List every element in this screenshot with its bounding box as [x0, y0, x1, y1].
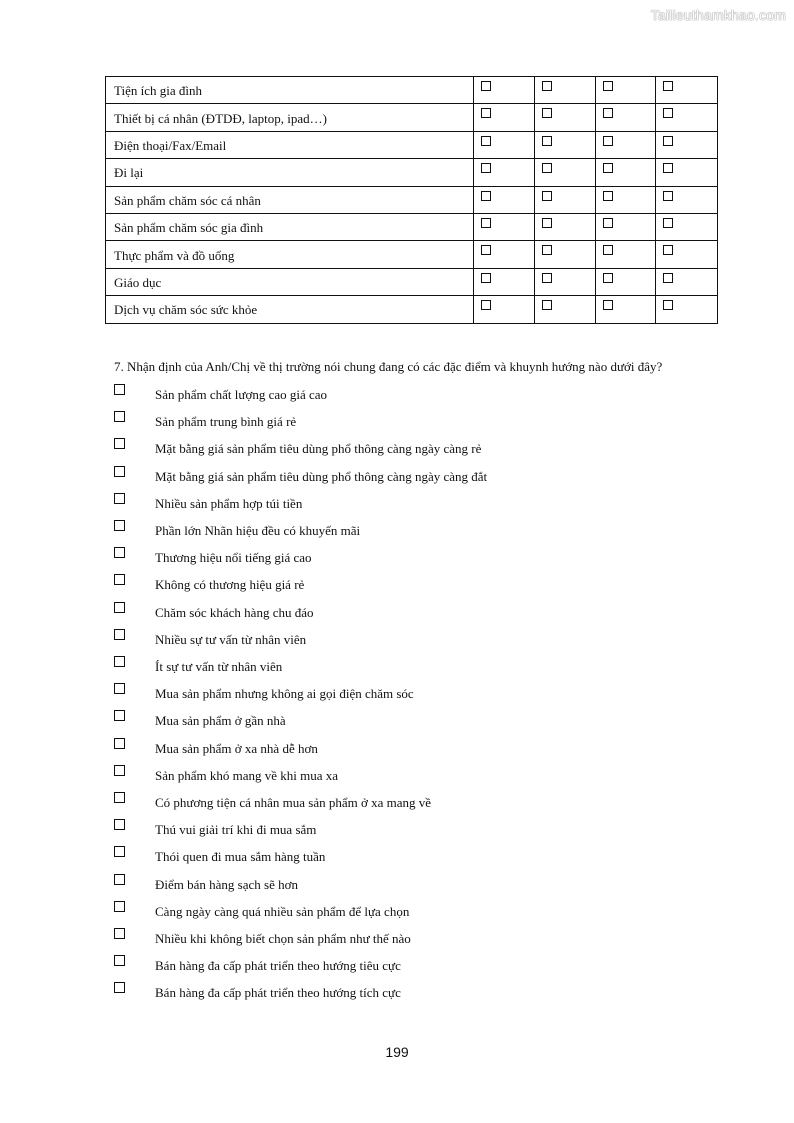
checkbox[interactable] — [603, 108, 613, 118]
table-row — [106, 104, 718, 131]
checkbox[interactable] — [542, 136, 552, 146]
option-label: Điểm bán hàng sạch sẽ hơn — [155, 876, 298, 892]
option-checkbox[interactable] — [114, 765, 125, 776]
checkbox[interactable] — [603, 273, 613, 283]
option-label: Mua sản phẩm nhưng không ai gọi điện chăm sóc — [155, 686, 414, 702]
option-label: Sản phẩm khó mang về khi mua xa — [155, 767, 339, 783]
option-checkbox[interactable] — [114, 901, 125, 912]
option-label: Thú vui giải trí khi đi mua sắm — [155, 822, 317, 838]
rating-cell — [596, 159, 656, 186]
rating-cell — [474, 296, 535, 323]
rating-cell — [535, 104, 596, 131]
rating-cell — [535, 186, 596, 213]
row-label: Sản phẩm chăm sóc cá nhân — [106, 186, 474, 213]
rating-cell — [596, 186, 656, 213]
option-checkbox[interactable] — [114, 874, 125, 885]
checkbox[interactable] — [481, 300, 491, 310]
option-checkbox[interactable] — [114, 982, 125, 993]
checkbox[interactable] — [542, 191, 552, 201]
question-7-text: 7. Nhận định của Anh/Chị về thị trường nói chung đang có các đặc điểm và khuynh hướng nào dưới đây? — [114, 359, 663, 374]
checkbox[interactable] — [603, 163, 613, 173]
checkbox[interactable] — [663, 136, 673, 146]
rating-cell — [535, 131, 596, 158]
checkbox[interactable] — [481, 108, 491, 118]
table-row — [106, 131, 718, 158]
option-label: Sản phẩm trung bình giá rẻ — [155, 414, 297, 430]
checkbox[interactable] — [663, 300, 673, 310]
watermark: Tailieuthamkhao.com — [650, 7, 786, 23]
checkbox[interactable] — [603, 136, 613, 146]
checkbox[interactable] — [542, 108, 552, 118]
option-label: Mua sản phẩm ở xa nhà dễ hơn — [155, 740, 318, 756]
rating-cell — [596, 268, 656, 295]
option-label: Phần lớn Nhãn hiệu đều có khuyến mãi — [155, 523, 361, 538]
checkbox[interactable] — [481, 163, 491, 173]
option-label: Ít sự tư vấn từ nhân viên — [155, 659, 283, 674]
row-label: Đi lại — [106, 159, 474, 186]
option-checkbox[interactable] — [114, 466, 125, 477]
table-row — [106, 186, 718, 213]
option-checkbox[interactable] — [114, 846, 125, 857]
option-label: Mua sản phẩm ở gần nhà — [155, 713, 286, 729]
option-checkbox[interactable] — [114, 656, 125, 667]
checkbox[interactable] — [542, 218, 552, 228]
rating-cell — [474, 104, 535, 131]
checkbox[interactable] — [603, 300, 613, 310]
option-checkbox[interactable] — [114, 738, 125, 749]
option-checkbox[interactable] — [114, 520, 125, 531]
rating-cell — [474, 186, 535, 213]
option-label: Thương hiệu nổi tiếng giá cao — [155, 550, 312, 566]
checkbox[interactable] — [481, 191, 491, 201]
checkbox[interactable] — [542, 245, 552, 255]
row-label: Sản phẩm chăm sóc gia đình — [106, 213, 474, 240]
rating-cell — [656, 159, 718, 186]
rating-cell — [535, 77, 596, 104]
option-label: Càng ngày càng quá nhiều sản phẩm để lựa chọn — [155, 903, 410, 919]
option-checkbox[interactable] — [114, 928, 125, 939]
option-label: Mặt bằng giá sản phẩm tiêu dùng phổ thông càng ngày càng đắt — [155, 468, 488, 484]
option-checkbox[interactable] — [114, 955, 125, 966]
table-row — [106, 77, 718, 104]
table-row — [106, 213, 718, 240]
rating-cell — [656, 241, 718, 268]
option-label: Bán hàng đa cấp phát triển theo hướng tiêu cực — [155, 958, 401, 974]
rating-cell — [596, 131, 656, 158]
option-label: Có phương tiện cá nhân mua sản phẩm ở xa mang về — [155, 795, 432, 810]
row-label: Giáo dục — [106, 268, 474, 295]
option-checkbox[interactable] — [114, 384, 125, 395]
rating-cell — [596, 77, 656, 104]
table-row — [106, 268, 718, 295]
option-label: Chăm sóc khách hàng chu đáo — [155, 604, 314, 620]
rating-cell — [656, 268, 718, 295]
rating-cell — [474, 131, 535, 158]
page-number: 199 — [385, 1044, 409, 1060]
checkbox[interactable] — [481, 218, 491, 228]
checkbox[interactable] — [663, 218, 673, 228]
option-checkbox[interactable] — [114, 683, 125, 694]
rating-cell — [474, 213, 535, 240]
option-label: Thói quen đi mua sắm hàng tuần — [155, 849, 326, 865]
option-checkbox[interactable] — [114, 547, 125, 558]
rating-cell — [535, 296, 596, 323]
rating-cell — [535, 241, 596, 268]
option-label: Sản phẩm chất lượng cao giá cao — [155, 387, 328, 402]
rating-cell — [474, 241, 535, 268]
checkbox[interactable] — [663, 163, 673, 173]
checkbox[interactable] — [542, 273, 552, 283]
rating-cell — [535, 268, 596, 295]
option-label: Nhiều sản phẩm hợp túi tiền — [155, 495, 303, 511]
checkbox[interactable] — [542, 300, 552, 310]
rating-cell — [596, 213, 656, 240]
rating-cell — [656, 131, 718, 158]
option-label: Nhiều khi không biết chọn sản phẩm như thế nào — [155, 931, 411, 946]
option-label: Không có thương hiệu giá rẻ — [155, 577, 305, 593]
option-label: Mặt bằng giá sản phẩm tiêu dùng phổ thông càng ngày càng rẻ — [155, 441, 482, 457]
rating-cell — [474, 268, 535, 295]
option-checkbox[interactable] — [114, 493, 125, 504]
rating-cell — [596, 104, 656, 131]
table-row — [106, 159, 718, 186]
rating-cell — [474, 159, 535, 186]
rating-cell — [535, 159, 596, 186]
checkbox[interactable] — [603, 245, 613, 255]
rating-table — [105, 76, 718, 324]
option-checkbox[interactable] — [114, 602, 125, 613]
option-label: Nhiều sự tư vấn từ nhân viên — [155, 631, 307, 647]
rating-cell — [474, 77, 535, 104]
checkbox[interactable] — [481, 245, 491, 255]
row-label: Thực phẩm và đồ uống — [106, 241, 474, 268]
option-checkbox[interactable] — [114, 819, 125, 830]
option-checkbox[interactable] — [114, 438, 125, 449]
rating-cell — [596, 296, 656, 323]
row-label: Dịch vụ chăm sóc sức khỏe — [106, 296, 474, 323]
option-checkbox[interactable] — [114, 411, 125, 422]
checkbox[interactable] — [481, 81, 491, 91]
rating-cell — [535, 213, 596, 240]
option-label: Bán hàng đa cấp phát triển theo hướng tích cực — [155, 985, 401, 1001]
checkbox[interactable] — [542, 81, 552, 91]
rating-cell — [656, 213, 718, 240]
rating-cell — [656, 104, 718, 131]
checkbox[interactable] — [603, 191, 613, 201]
checkbox[interactable] — [663, 273, 673, 283]
row-label: Điện thoại/Fax/Email — [106, 131, 474, 158]
checkbox[interactable] — [663, 245, 673, 255]
checkbox[interactable] — [603, 81, 613, 91]
rating-cell — [656, 186, 718, 213]
option-checkbox[interactable] — [114, 574, 125, 585]
rating-cell — [656, 296, 718, 323]
checkbox[interactable] — [663, 191, 673, 201]
checkbox[interactable] — [663, 108, 673, 118]
option-checkbox[interactable] — [114, 792, 125, 803]
option-checkbox[interactable] — [114, 629, 125, 640]
checkbox[interactable] — [481, 136, 491, 146]
table-row — [106, 296, 718, 323]
option-checkbox[interactable] — [114, 710, 125, 721]
checkbox[interactable] — [663, 81, 673, 91]
row-label: Thiết bị cá nhân (ĐTDĐ, laptop, ipad…) — [106, 104, 474, 131]
checkbox[interactable] — [603, 218, 613, 228]
checkbox[interactable] — [542, 163, 552, 173]
rating-cell — [656, 77, 718, 104]
rating-cell — [596, 241, 656, 268]
row-label: Tiện ích gia đình — [106, 77, 474, 104]
table-row — [106, 241, 718, 268]
checkbox[interactable] — [481, 273, 491, 283]
